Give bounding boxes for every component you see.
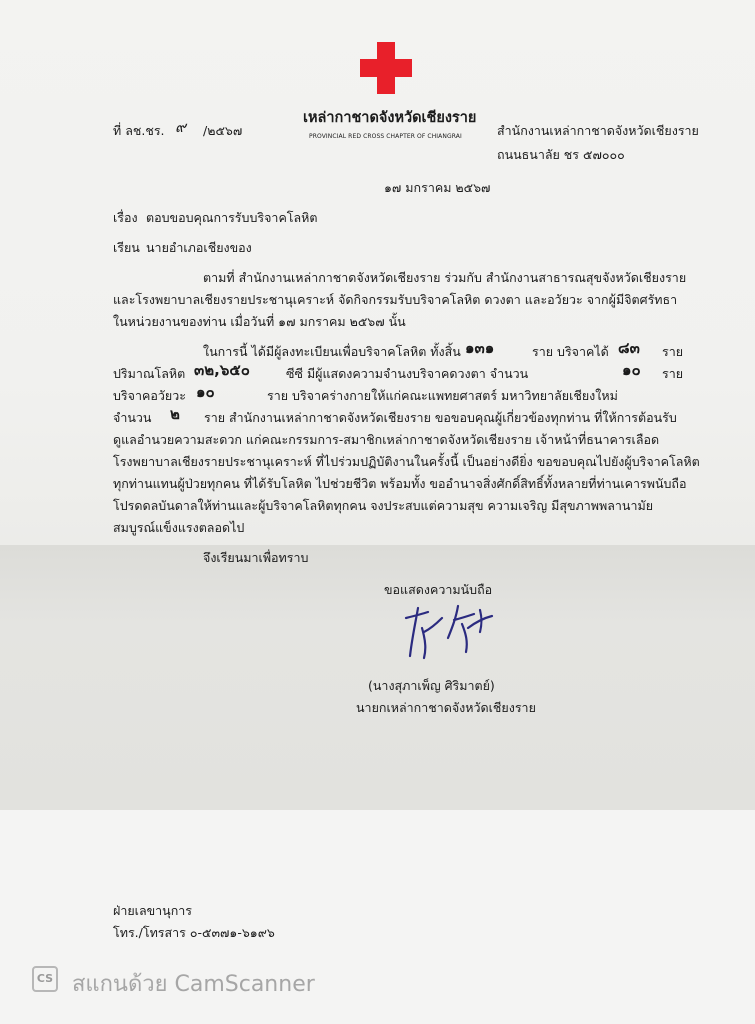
para2-line6: โรงพยาบาลเชียงรายประชานุเคราะห์ ที่ไปร่วมปฏิบัติงานในครั้งนี้ เป็นอย่างดียิ่ง ขอขอบคุณไปยังผู้บริจาคโลหิต xyxy=(113,454,700,469)
org-name-english: PROVINCIAL RED CROSS CHAPTER OF CHIANGRAI xyxy=(309,133,462,140)
organ-donors-count: ๑๐ xyxy=(196,383,215,401)
footer-department: ฝ่ายเลขานุการ xyxy=(113,903,193,918)
para2-line1-text-b: ราย บริจาคได้ xyxy=(532,344,609,359)
para2-line4-text-a: จำนวน xyxy=(113,410,152,425)
ref-year: /๒๕๖๗ xyxy=(203,123,243,138)
para2-line2-text-a: ปริมาณโลหิต xyxy=(113,366,186,381)
body-donors-count: ๒ xyxy=(170,405,180,423)
signatory-title: นายกเหล่ากาชาดจังหวัดเชียงราย xyxy=(356,700,536,715)
para2-line3-text-a: บริจาคอวัยวะ xyxy=(113,388,186,403)
ref-number: ๙ xyxy=(175,118,186,136)
signature-salutation: ขอแสดงความนับถือ xyxy=(384,582,493,597)
to-label: เรียน xyxy=(113,240,140,255)
to-text: นายอำเภอเชียงของ xyxy=(146,240,252,255)
successful-donors-count: ๘๓ xyxy=(618,339,640,357)
handwritten-signature xyxy=(396,598,506,664)
footer-phone: โทร./โทรสาร ๐-๕๓๗๑-๖๑๙๖ xyxy=(113,925,275,940)
para2-line1-text-c: ราย xyxy=(662,344,684,359)
camscanner-watermark: สแกนด้วย CamScanner xyxy=(72,972,315,997)
subject-label: เรื่อง xyxy=(113,210,138,225)
para2-line7: ทุกท่านแทนผู้ป่วยทุกคน ที่ได้รับโลหิต ไปช่วยชีวิต พร้อมทั้ง ขออำนาจสิ่งศักดิ์สิทธิ์ทั้งหลายที่ท่านเคารพนับถือ xyxy=(113,476,687,491)
signatory-name: (นางสุภาเพ็ญ ศิริมาตย์) xyxy=(368,678,495,693)
para1-line3: ในหน่วยงานของท่าน เมื่อวันที่ ๑๗ มกราคม ๒๕๖๗ นั้น xyxy=(113,314,406,329)
para2-line8: โปรดดลบันดาลให้ท่านและผู้บริจาคโลหิตทุกคน จงประสบแต่ความสุข ความเจริญ มีสุขภาพพลานามัย xyxy=(113,498,654,513)
para2-line9: สมบูรณ์แข็งแรงตลอดไป xyxy=(113,520,245,535)
para1-line2: และโรงพยาบาลเชียงรายประชานุเคราะห์ จัดกิจกรรมรับบริจาคโลหิต ดวงตา และอวัยวะ จากผู้มีจิตศรัทธา xyxy=(113,292,678,307)
eye-donors-count: ๑๐ xyxy=(622,361,641,379)
sender-line-2: ถนนธนาลัย ชร ๕๗๐๐๐ xyxy=(497,147,625,162)
letter-date: ๑๗ มกราคม ๒๕๖๗ xyxy=(384,180,491,195)
ref-label: ที่ ลช.ชร. xyxy=(113,123,165,138)
registered-donors-count: ๑๓๑ xyxy=(465,339,495,357)
para2-line2-text-c: ราย xyxy=(662,366,684,381)
camscanner-logo-icon: CS xyxy=(32,966,58,992)
para2-line2-text-b: ซีซี มีผู้แสดงความจำนงบริจาคดวงตา จำนวน xyxy=(286,366,529,381)
para2-line5: ดูแลอำนวยความสะดวก แก่คณะกรรมการ-สมาชิกเหล่ากาชาดจังหวัดเชียงราย เจ้าหน้าที่ธนาคารเลือด xyxy=(113,432,660,447)
sender-line-1: สำนักงานเหล่ากาชาดจังหวัดเชียงราย xyxy=(497,123,699,138)
blood-volume-cc: ๓๒,๖๕๐ xyxy=(194,361,250,379)
red-cross-logo-icon xyxy=(360,42,412,94)
closing-line: จึงเรียนมาเพื่อทราบ xyxy=(203,550,309,565)
para2-line3-text-b: ราย บริจาคร่างกายให้แก่คณะแพทยศาสตร์ มหาวิทยาลัยเชียงใหม่ xyxy=(267,388,618,403)
subject-text: ตอบขอบคุณการรับบริจาคโลหิต xyxy=(146,210,318,225)
para2-line1-text-a: ในการนี้ ได้มีผู้ลงทะเบียนเพื่อบริจาคโลหิต ทั้งสิ้น xyxy=(203,344,461,359)
para1-line1: ตามที่ สำนักงานเหล่ากาชาดจังหวัดเชียงราย ร่วมกับ สำนักงานสาธารณสุขจังหวัดเชียงราย xyxy=(203,270,687,285)
para2-line4-text-b: ราย สำนักงานเหล่ากาชาดจังหวัดเชียงราย ขอขอบคุณผู้เกี่ยวข้องทุกท่าน ที่ให้การต้อนรับ xyxy=(204,410,677,425)
org-name-thai: เหล่ากาชาดจังหวัดเชียงราย xyxy=(303,110,477,126)
